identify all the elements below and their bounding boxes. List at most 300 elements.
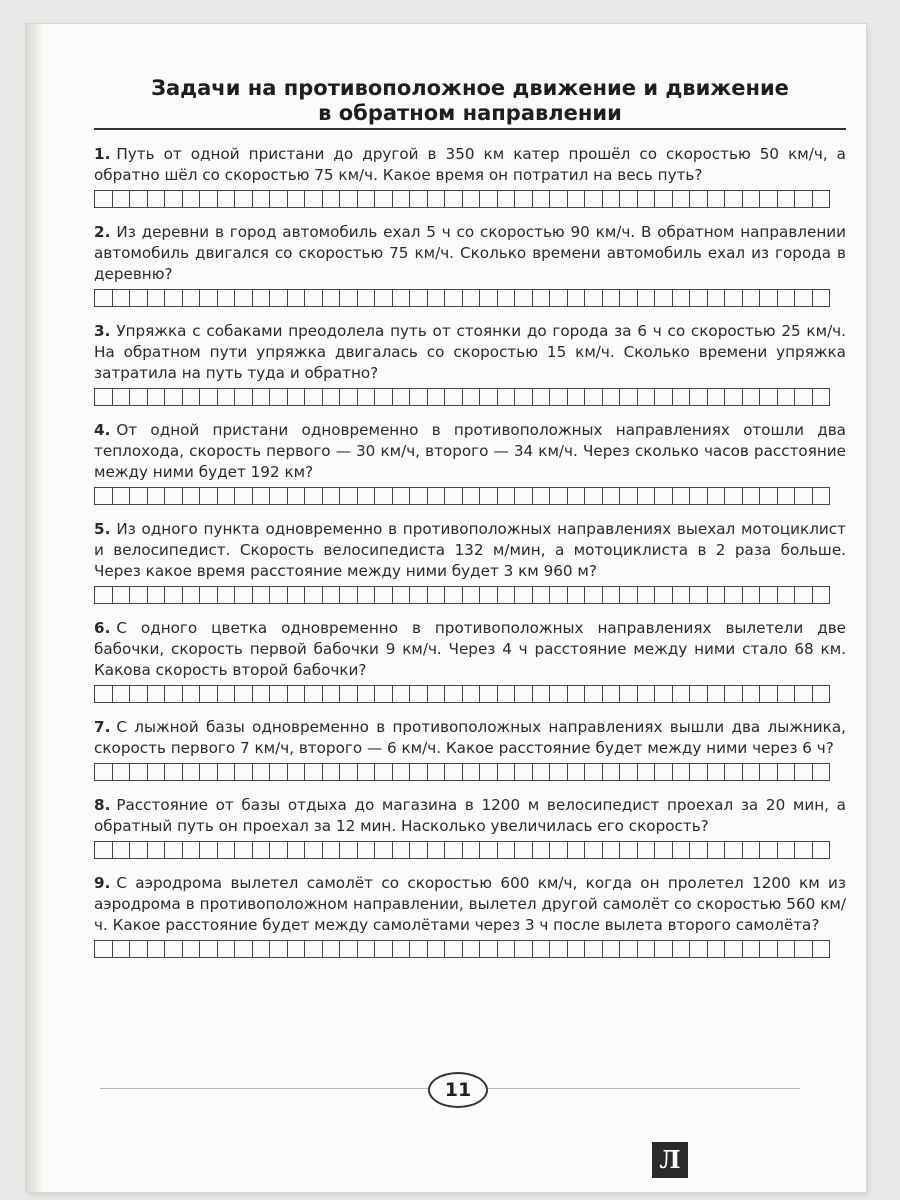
answer-cell[interactable] bbox=[515, 685, 533, 703]
answer-cell[interactable] bbox=[603, 190, 621, 208]
answer-cell[interactable] bbox=[585, 289, 603, 307]
answer-cell[interactable] bbox=[760, 388, 778, 406]
answer-cell[interactable] bbox=[533, 487, 551, 505]
answer-cell[interactable] bbox=[445, 586, 463, 604]
answer-cell[interactable] bbox=[183, 487, 201, 505]
answer-cell[interactable] bbox=[148, 586, 166, 604]
answer-cell[interactable] bbox=[498, 289, 516, 307]
answer-cell[interactable] bbox=[813, 586, 831, 604]
answer-cell[interactable] bbox=[760, 190, 778, 208]
answer-cell[interactable] bbox=[288, 190, 306, 208]
answer-grid[interactable] bbox=[94, 586, 846, 604]
answer-cell[interactable] bbox=[550, 289, 568, 307]
answer-cell[interactable] bbox=[288, 940, 306, 958]
answer-cell[interactable] bbox=[305, 685, 323, 703]
answer-cell[interactable] bbox=[673, 487, 691, 505]
answer-cell[interactable] bbox=[393, 487, 411, 505]
answer-cell[interactable] bbox=[218, 685, 236, 703]
answer-cell[interactable] bbox=[708, 586, 726, 604]
answer-cell[interactable] bbox=[480, 190, 498, 208]
answer-cell[interactable] bbox=[498, 586, 516, 604]
answer-cell[interactable] bbox=[200, 388, 218, 406]
answer-cell[interactable] bbox=[375, 388, 393, 406]
answer-cell[interactable] bbox=[708, 841, 726, 859]
answer-cell[interactable] bbox=[480, 940, 498, 958]
answer-cell[interactable] bbox=[253, 289, 271, 307]
answer-cell[interactable] bbox=[778, 289, 796, 307]
answer-cell[interactable] bbox=[165, 940, 183, 958]
answer-cell[interactable] bbox=[533, 841, 551, 859]
answer-cell[interactable] bbox=[288, 763, 306, 781]
answer-cell[interactable] bbox=[358, 685, 376, 703]
answer-cell[interactable] bbox=[655, 940, 673, 958]
answer-cell[interactable] bbox=[183, 388, 201, 406]
answer-cell[interactable] bbox=[515, 763, 533, 781]
answer-cell[interactable] bbox=[165, 289, 183, 307]
answer-cell[interactable] bbox=[638, 940, 656, 958]
answer-cell[interactable] bbox=[428, 190, 446, 208]
answer-cell[interactable] bbox=[690, 487, 708, 505]
answer-cell[interactable] bbox=[638, 289, 656, 307]
answer-cell[interactable] bbox=[130, 763, 148, 781]
answer-grid[interactable] bbox=[94, 388, 846, 406]
answer-cell[interactable] bbox=[253, 487, 271, 505]
answer-cell[interactable] bbox=[795, 940, 813, 958]
answer-cell[interactable] bbox=[655, 190, 673, 208]
answer-cell[interactable] bbox=[725, 289, 743, 307]
answer-cell[interactable] bbox=[813, 841, 831, 859]
answer-cell[interactable] bbox=[620, 190, 638, 208]
answer-cell[interactable] bbox=[743, 388, 761, 406]
answer-cell[interactable] bbox=[200, 190, 218, 208]
answer-cell[interactable] bbox=[375, 763, 393, 781]
answer-cell[interactable] bbox=[813, 190, 831, 208]
answer-cell[interactable] bbox=[393, 586, 411, 604]
answer-cell[interactable] bbox=[743, 940, 761, 958]
answer-cell[interactable] bbox=[95, 487, 113, 505]
answer-cell[interactable] bbox=[340, 841, 358, 859]
answer-cell[interactable] bbox=[393, 685, 411, 703]
answer-cell[interactable] bbox=[270, 685, 288, 703]
answer-cell[interactable] bbox=[743, 586, 761, 604]
answer-cell[interactable] bbox=[620, 841, 638, 859]
answer-cell[interactable] bbox=[253, 940, 271, 958]
answer-cell[interactable] bbox=[515, 487, 533, 505]
answer-cell[interactable] bbox=[673, 685, 691, 703]
answer-cell[interactable] bbox=[113, 685, 131, 703]
answer-cell[interactable] bbox=[795, 388, 813, 406]
answer-cell[interactable] bbox=[113, 388, 131, 406]
answer-cell[interactable] bbox=[148, 190, 166, 208]
answer-cell[interactable] bbox=[253, 190, 271, 208]
answer-cell[interactable] bbox=[148, 841, 166, 859]
answer-cell[interactable] bbox=[323, 763, 341, 781]
answer-cell[interactable] bbox=[270, 763, 288, 781]
answer-cell[interactable] bbox=[725, 685, 743, 703]
answer-cell[interactable] bbox=[515, 190, 533, 208]
answer-cell[interactable] bbox=[358, 190, 376, 208]
answer-cell[interactable] bbox=[410, 289, 428, 307]
answer-cell[interactable] bbox=[690, 685, 708, 703]
answer-cell[interactable] bbox=[445, 841, 463, 859]
answer-cell[interactable] bbox=[95, 190, 113, 208]
answer-cell[interactable] bbox=[218, 763, 236, 781]
answer-cell[interactable] bbox=[760, 289, 778, 307]
answer-cell[interactable] bbox=[743, 841, 761, 859]
answer-cell[interactable] bbox=[270, 940, 288, 958]
answer-cell[interactable] bbox=[148, 487, 166, 505]
answer-cell[interactable] bbox=[743, 289, 761, 307]
answer-cell[interactable] bbox=[428, 841, 446, 859]
answer-cell[interactable] bbox=[428, 685, 446, 703]
answer-cell[interactable] bbox=[340, 388, 358, 406]
answer-cell[interactable] bbox=[375, 841, 393, 859]
answer-cell[interactable] bbox=[550, 763, 568, 781]
answer-cell[interactable] bbox=[638, 487, 656, 505]
answer-cell[interactable] bbox=[690, 940, 708, 958]
answer-cell[interactable] bbox=[358, 841, 376, 859]
answer-cell[interactable] bbox=[655, 763, 673, 781]
answer-cell[interactable] bbox=[410, 685, 428, 703]
answer-cell[interactable] bbox=[673, 388, 691, 406]
answer-cell[interactable] bbox=[725, 190, 743, 208]
answer-cell[interactable] bbox=[655, 841, 673, 859]
answer-cell[interactable] bbox=[498, 940, 516, 958]
answer-cell[interactable] bbox=[498, 190, 516, 208]
answer-cell[interactable] bbox=[760, 841, 778, 859]
answer-cell[interactable] bbox=[568, 289, 586, 307]
answer-cell[interactable] bbox=[340, 685, 358, 703]
answer-cell[interactable] bbox=[638, 763, 656, 781]
answer-cell[interactable] bbox=[708, 940, 726, 958]
answer-cell[interactable] bbox=[288, 289, 306, 307]
answer-cell[interactable] bbox=[410, 388, 428, 406]
answer-cell[interactable] bbox=[690, 190, 708, 208]
answer-cell[interactable] bbox=[393, 763, 411, 781]
answer-grid[interactable] bbox=[94, 487, 846, 505]
answer-cell[interactable] bbox=[323, 586, 341, 604]
answer-cell[interactable] bbox=[375, 190, 393, 208]
answer-cell[interactable] bbox=[95, 763, 113, 781]
answer-cell[interactable] bbox=[760, 763, 778, 781]
answer-cell[interactable] bbox=[183, 586, 201, 604]
answer-cell[interactable] bbox=[200, 487, 218, 505]
answer-cell[interactable] bbox=[358, 763, 376, 781]
answer-cell[interactable] bbox=[795, 289, 813, 307]
answer-cell[interactable] bbox=[428, 586, 446, 604]
answer-cell[interactable] bbox=[603, 289, 621, 307]
answer-cell[interactable] bbox=[340, 586, 358, 604]
answer-cell[interactable] bbox=[340, 763, 358, 781]
answer-cell[interactable] bbox=[253, 841, 271, 859]
answer-cell[interactable] bbox=[95, 685, 113, 703]
answer-cell[interactable] bbox=[743, 763, 761, 781]
answer-cell[interactable] bbox=[603, 841, 621, 859]
answer-cell[interactable] bbox=[130, 586, 148, 604]
answer-cell[interactable] bbox=[550, 487, 568, 505]
answer-cell[interactable] bbox=[165, 841, 183, 859]
answer-cell[interactable] bbox=[358, 586, 376, 604]
answer-cell[interactable] bbox=[375, 487, 393, 505]
answer-cell[interactable] bbox=[410, 586, 428, 604]
answer-cell[interactable] bbox=[130, 841, 148, 859]
answer-cell[interactable] bbox=[498, 388, 516, 406]
answer-cell[interactable] bbox=[620, 763, 638, 781]
answer-cell[interactable] bbox=[235, 841, 253, 859]
answer-cell[interactable] bbox=[620, 586, 638, 604]
answer-cell[interactable] bbox=[95, 940, 113, 958]
answer-cell[interactable] bbox=[323, 940, 341, 958]
answer-cell[interactable] bbox=[795, 763, 813, 781]
answer-cell[interactable] bbox=[463, 289, 481, 307]
answer-cell[interactable] bbox=[375, 586, 393, 604]
answer-cell[interactable] bbox=[603, 586, 621, 604]
answer-cell[interactable] bbox=[778, 487, 796, 505]
answer-cell[interactable] bbox=[725, 940, 743, 958]
answer-cell[interactable] bbox=[603, 763, 621, 781]
answer-cell[interactable] bbox=[778, 940, 796, 958]
answer-cell[interactable] bbox=[515, 388, 533, 406]
answer-cell[interactable] bbox=[568, 685, 586, 703]
answer-cell[interactable] bbox=[638, 586, 656, 604]
answer-cell[interactable] bbox=[620, 685, 638, 703]
answer-cell[interactable] bbox=[813, 685, 831, 703]
answer-cell[interactable] bbox=[410, 940, 428, 958]
answer-cell[interactable] bbox=[148, 289, 166, 307]
answer-cell[interactable] bbox=[603, 685, 621, 703]
answer-cell[interactable] bbox=[445, 940, 463, 958]
answer-cell[interactable] bbox=[270, 388, 288, 406]
answer-cell[interactable] bbox=[480, 763, 498, 781]
answer-cell[interactable] bbox=[568, 190, 586, 208]
answer-cell[interactable] bbox=[428, 487, 446, 505]
answer-cell[interactable] bbox=[480, 685, 498, 703]
answer-grid[interactable] bbox=[94, 841, 846, 859]
answer-cell[interactable] bbox=[428, 940, 446, 958]
answer-cell[interactable] bbox=[655, 586, 673, 604]
answer-cell[interactable] bbox=[200, 763, 218, 781]
answer-cell[interactable] bbox=[533, 190, 551, 208]
answer-cell[interactable] bbox=[708, 763, 726, 781]
answer-cell[interactable] bbox=[480, 586, 498, 604]
answer-cell[interactable] bbox=[288, 586, 306, 604]
answer-cell[interactable] bbox=[218, 586, 236, 604]
answer-cell[interactable] bbox=[585, 586, 603, 604]
answer-cell[interactable] bbox=[638, 685, 656, 703]
answer-cell[interactable] bbox=[463, 685, 481, 703]
answer-cell[interactable] bbox=[795, 685, 813, 703]
answer-cell[interactable] bbox=[795, 190, 813, 208]
answer-cell[interactable] bbox=[550, 388, 568, 406]
answer-cell[interactable] bbox=[778, 586, 796, 604]
answer-cell[interactable] bbox=[760, 940, 778, 958]
answer-cell[interactable] bbox=[113, 841, 131, 859]
answer-cell[interactable] bbox=[393, 940, 411, 958]
answer-cell[interactable] bbox=[708, 685, 726, 703]
answer-cell[interactable] bbox=[340, 289, 358, 307]
answer-cell[interactable] bbox=[305, 289, 323, 307]
answer-cell[interactable] bbox=[410, 487, 428, 505]
answer-cell[interactable] bbox=[743, 190, 761, 208]
answer-cell[interactable] bbox=[95, 388, 113, 406]
answer-cell[interactable] bbox=[515, 586, 533, 604]
answer-cell[interactable] bbox=[725, 841, 743, 859]
answer-cell[interactable] bbox=[340, 190, 358, 208]
answer-cell[interactable] bbox=[533, 388, 551, 406]
answer-cell[interactable] bbox=[533, 289, 551, 307]
answer-cell[interactable] bbox=[480, 388, 498, 406]
answer-cell[interactable] bbox=[568, 586, 586, 604]
answer-cell[interactable] bbox=[778, 841, 796, 859]
answer-cell[interactable] bbox=[550, 685, 568, 703]
answer-cell[interactable] bbox=[148, 685, 166, 703]
answer-cell[interactable] bbox=[270, 289, 288, 307]
answer-cell[interactable] bbox=[235, 388, 253, 406]
answer-cell[interactable] bbox=[218, 190, 236, 208]
answer-cell[interactable] bbox=[358, 388, 376, 406]
answer-cell[interactable] bbox=[655, 289, 673, 307]
answer-cell[interactable] bbox=[760, 685, 778, 703]
answer-cell[interactable] bbox=[620, 487, 638, 505]
answer-cell[interactable] bbox=[463, 841, 481, 859]
answer-cell[interactable] bbox=[200, 586, 218, 604]
answer-cell[interactable] bbox=[253, 586, 271, 604]
answer-cell[interactable] bbox=[375, 289, 393, 307]
answer-cell[interactable] bbox=[550, 841, 568, 859]
answer-grid[interactable] bbox=[94, 763, 846, 781]
answer-cell[interactable] bbox=[323, 289, 341, 307]
answer-cell[interactable] bbox=[795, 841, 813, 859]
answer-cell[interactable] bbox=[288, 685, 306, 703]
answer-cell[interactable] bbox=[795, 487, 813, 505]
answer-cell[interactable] bbox=[568, 763, 586, 781]
answer-cell[interactable] bbox=[183, 940, 201, 958]
answer-cell[interactable] bbox=[410, 841, 428, 859]
answer-cell[interactable] bbox=[655, 685, 673, 703]
answer-cell[interactable] bbox=[725, 388, 743, 406]
answer-cell[interactable] bbox=[515, 289, 533, 307]
answer-cell[interactable] bbox=[393, 190, 411, 208]
answer-cell[interactable] bbox=[568, 487, 586, 505]
answer-cell[interactable] bbox=[113, 763, 131, 781]
answer-cell[interactable] bbox=[690, 841, 708, 859]
answer-cell[interactable] bbox=[463, 190, 481, 208]
answer-cell[interactable] bbox=[708, 388, 726, 406]
answer-cell[interactable] bbox=[673, 289, 691, 307]
answer-cell[interactable] bbox=[113, 289, 131, 307]
answer-cell[interactable] bbox=[480, 289, 498, 307]
answer-cell[interactable] bbox=[288, 841, 306, 859]
answer-cell[interactable] bbox=[813, 763, 831, 781]
answer-cell[interactable] bbox=[288, 487, 306, 505]
answer-cell[interactable] bbox=[305, 388, 323, 406]
answer-cell[interactable] bbox=[218, 841, 236, 859]
answer-grid[interactable] bbox=[94, 940, 846, 958]
answer-cell[interactable] bbox=[690, 289, 708, 307]
answer-cell[interactable] bbox=[533, 763, 551, 781]
answer-cell[interactable] bbox=[165, 190, 183, 208]
answer-cell[interactable] bbox=[200, 841, 218, 859]
answer-cell[interactable] bbox=[778, 190, 796, 208]
answer-cell[interactable] bbox=[305, 940, 323, 958]
answer-cell[interactable] bbox=[235, 586, 253, 604]
answer-cell[interactable] bbox=[550, 190, 568, 208]
answer-cell[interactable] bbox=[323, 685, 341, 703]
answer-cell[interactable] bbox=[673, 763, 691, 781]
answer-cell[interactable] bbox=[533, 685, 551, 703]
answer-cell[interactable] bbox=[778, 388, 796, 406]
answer-cell[interactable] bbox=[463, 586, 481, 604]
answer-cell[interactable] bbox=[498, 487, 516, 505]
answer-cell[interactable] bbox=[550, 586, 568, 604]
answer-cell[interactable] bbox=[165, 586, 183, 604]
answer-cell[interactable] bbox=[533, 940, 551, 958]
answer-cell[interactable] bbox=[393, 841, 411, 859]
answer-cell[interactable] bbox=[463, 487, 481, 505]
answer-cell[interactable] bbox=[183, 289, 201, 307]
answer-cell[interactable] bbox=[655, 487, 673, 505]
answer-cell[interactable] bbox=[288, 388, 306, 406]
answer-cell[interactable] bbox=[165, 763, 183, 781]
answer-cell[interactable] bbox=[603, 487, 621, 505]
answer-grid[interactable] bbox=[94, 289, 846, 307]
answer-cell[interactable] bbox=[795, 586, 813, 604]
answer-cell[interactable] bbox=[200, 685, 218, 703]
answer-cell[interactable] bbox=[270, 190, 288, 208]
answer-cell[interactable] bbox=[568, 940, 586, 958]
answer-cell[interactable] bbox=[393, 388, 411, 406]
answer-cell[interactable] bbox=[165, 487, 183, 505]
answer-cell[interactable] bbox=[95, 841, 113, 859]
answer-cell[interactable] bbox=[270, 841, 288, 859]
answer-cell[interactable] bbox=[498, 763, 516, 781]
answer-cell[interactable] bbox=[393, 289, 411, 307]
answer-cell[interactable] bbox=[480, 487, 498, 505]
answer-cell[interactable] bbox=[708, 190, 726, 208]
answer-cell[interactable] bbox=[585, 685, 603, 703]
answer-cell[interactable] bbox=[498, 685, 516, 703]
answer-cell[interactable] bbox=[445, 487, 463, 505]
answer-cell[interactable] bbox=[358, 289, 376, 307]
answer-cell[interactable] bbox=[270, 586, 288, 604]
answer-cell[interactable] bbox=[725, 763, 743, 781]
answer-cell[interactable] bbox=[165, 685, 183, 703]
answer-cell[interactable] bbox=[253, 685, 271, 703]
answer-cell[interactable] bbox=[113, 586, 131, 604]
answer-cell[interactable] bbox=[813, 940, 831, 958]
answer-cell[interactable] bbox=[130, 487, 148, 505]
answer-cell[interactable] bbox=[113, 940, 131, 958]
answer-cell[interactable] bbox=[515, 841, 533, 859]
answer-cell[interactable] bbox=[813, 289, 831, 307]
answer-grid[interactable] bbox=[94, 685, 846, 703]
answer-cell[interactable] bbox=[673, 586, 691, 604]
answer-cell[interactable] bbox=[673, 841, 691, 859]
answer-cell[interactable] bbox=[218, 487, 236, 505]
answer-cell[interactable] bbox=[340, 940, 358, 958]
answer-cell[interactable] bbox=[480, 841, 498, 859]
answer-cell[interactable] bbox=[323, 841, 341, 859]
answer-cell[interactable] bbox=[218, 289, 236, 307]
answer-cell[interactable] bbox=[568, 388, 586, 406]
answer-cell[interactable] bbox=[235, 289, 253, 307]
answer-cell[interactable] bbox=[323, 190, 341, 208]
answer-cell[interactable] bbox=[130, 940, 148, 958]
answer-cell[interactable] bbox=[165, 388, 183, 406]
answer-cell[interactable] bbox=[428, 388, 446, 406]
answer-cell[interactable] bbox=[585, 763, 603, 781]
answer-cell[interactable] bbox=[585, 190, 603, 208]
